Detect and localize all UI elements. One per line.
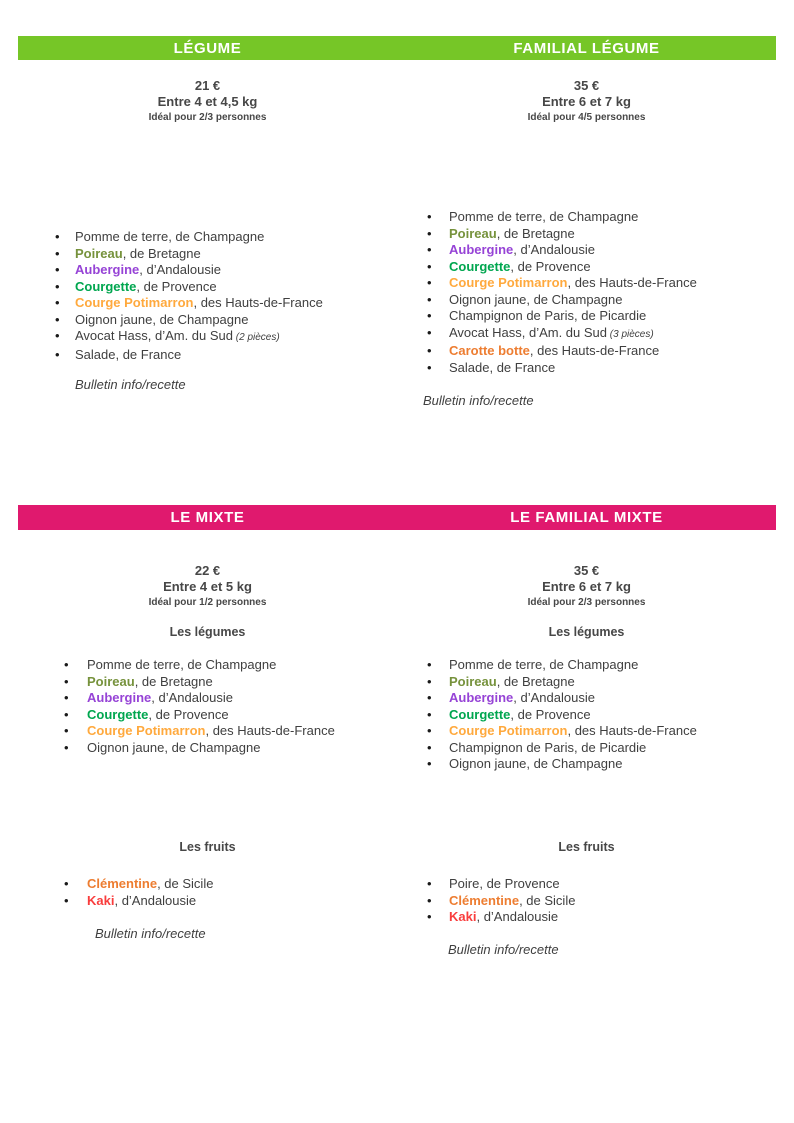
item-origin-text: , des Hauts-de-France xyxy=(567,275,697,290)
item-product-name: Aubergine xyxy=(75,262,140,277)
list-item xyxy=(55,347,323,364)
item-origin-text: , des Hauts-de-France xyxy=(205,723,335,738)
item-origin-text: Pomme de terre, de Champagne xyxy=(449,209,639,224)
mixte-fruits-list xyxy=(64,876,213,909)
legume-price-block xyxy=(18,78,397,125)
item-origin-text: , de Provence xyxy=(148,706,229,722)
familial-legume-serving: Idéal pour 4/5 personnes xyxy=(527,112,646,123)
item-origin-text: Oignon jaune, de Champagne xyxy=(75,311,249,327)
item-product-name: Poireau xyxy=(75,245,123,261)
familial-mixte-fruits-heading: Les fruits xyxy=(558,840,615,854)
list-item xyxy=(55,262,323,279)
item-origin-text: , de Bretagne xyxy=(122,245,201,261)
legume-serving: Idéal pour 2/3 personnes xyxy=(148,112,267,123)
familial-mixte-legumes-list xyxy=(427,657,697,773)
list-item xyxy=(427,707,697,724)
item-origin-text: Avocat Hass, d’Am. du Sud xyxy=(449,324,608,340)
item-origin-text: , d’Andalousie xyxy=(513,690,595,705)
item-origin-text: , d’Andalousie xyxy=(476,909,559,924)
list-item xyxy=(427,308,697,325)
item-origin-text: , d’Andalousie xyxy=(513,242,595,257)
list-item xyxy=(64,657,335,674)
list-item xyxy=(427,259,697,276)
list-item xyxy=(427,690,697,707)
item-product-name: Poireau xyxy=(449,225,497,241)
item-product-name: Courgette xyxy=(87,706,149,722)
list-item xyxy=(64,740,335,757)
list-item xyxy=(64,893,213,910)
familial-mixte-price-block xyxy=(397,563,776,610)
list-item xyxy=(427,209,697,226)
list-item xyxy=(427,275,697,292)
item-origin-text: , de Bretagne xyxy=(496,225,575,241)
list-item xyxy=(427,226,697,243)
item-product-name: Poireau xyxy=(449,673,497,689)
item-origin-text: Pomme de terre, de Champagne xyxy=(75,229,265,244)
familial-legume-items-list xyxy=(427,209,697,376)
list-item xyxy=(55,328,323,347)
item-product-name: Clémentine xyxy=(449,892,520,908)
legume-header-title: LÉGUME xyxy=(173,39,242,57)
list-item xyxy=(55,279,323,296)
item-origin-text: , de Provence xyxy=(510,258,591,274)
item-product-name: Poireau xyxy=(87,673,135,689)
mixte-header-bar xyxy=(18,505,776,530)
item-product-name: Kaki xyxy=(87,892,115,908)
mixte-price: 22 € xyxy=(194,563,221,578)
list-item xyxy=(55,246,323,263)
familial-legume-bulletin-note: Bulletin info/recette xyxy=(423,393,534,408)
legume-items-list xyxy=(55,229,323,363)
item-product-name: Aubergine xyxy=(449,690,514,705)
list-item xyxy=(427,909,575,926)
familial-mixte-serving: Idéal pour 2/3 personnes xyxy=(527,597,646,608)
list-item xyxy=(427,242,697,259)
mixte-serving: Idéal pour 1/2 personnes xyxy=(148,597,267,608)
familial-mixte-price: 35 € xyxy=(573,563,600,578)
item-product-name: Clémentine xyxy=(87,876,158,891)
familial-legume-price: 35 € xyxy=(573,78,600,93)
list-item xyxy=(427,657,697,674)
legume-header-bar xyxy=(18,36,776,60)
item-origin-text: Avocat Hass, d’Am. du Sud xyxy=(75,328,234,343)
list-item xyxy=(427,740,697,757)
item-origin-text: Oignon jaune, de Champagne xyxy=(87,739,261,755)
legume-price: 21 € xyxy=(194,78,221,93)
item-origin-text: , de Bretagne xyxy=(134,673,213,689)
mixte-header-title: LE MIXTE xyxy=(170,509,245,526)
familial-legume-price-block xyxy=(397,78,776,125)
item-origin-text: , d’Andalousie xyxy=(151,690,233,705)
item-origin-text: Champignon de Paris, de Picardie xyxy=(449,308,647,323)
item-origin-text: Salade, de France xyxy=(449,359,556,375)
item-product-name: Courge Potimarron xyxy=(75,295,194,310)
list-item xyxy=(427,674,697,691)
item-origin-text: , des Hauts-de-France xyxy=(567,723,697,738)
item-origin-text: Pomme de terre, de Champagne xyxy=(87,657,277,672)
familial-mixte-weight: Entre 6 et 7 kg xyxy=(542,579,631,594)
item-origin-text: Champignon de Paris, de Picardie xyxy=(449,739,647,755)
list-item xyxy=(55,229,323,246)
mixte-fruits-heading: Les fruits xyxy=(179,840,236,854)
list-item xyxy=(55,295,323,312)
mixte-bulletin-note: Bulletin info/recette xyxy=(95,926,206,941)
item-origin-text: , de Provence xyxy=(136,278,217,294)
item-origin-text: , d’Andalousie xyxy=(139,262,221,277)
list-item xyxy=(427,343,697,360)
item-product-name: Courge Potimarron xyxy=(449,275,568,290)
item-origin-text: , de Provence xyxy=(510,706,591,722)
item-product-name: Courge Potimarron xyxy=(87,723,206,738)
item-product-name: Aubergine xyxy=(87,690,152,705)
legume-weight: Entre 4 et 4,5 kg xyxy=(157,94,258,109)
list-item xyxy=(427,325,697,344)
familial-mixte-bulletin-note: Bulletin info/recette xyxy=(448,942,559,957)
list-item xyxy=(427,756,697,773)
item-origin-text: Oignon jaune, de Champagne xyxy=(449,291,623,307)
list-item xyxy=(64,707,335,724)
legume-bulletin-note: Bulletin info/recette xyxy=(75,377,186,392)
item-origin-text: , d’Andalousie xyxy=(114,892,197,908)
list-item xyxy=(427,876,575,893)
item-product-name: Carotte botte xyxy=(449,343,530,358)
mixte-weight: Entre 4 et 5 kg xyxy=(163,579,252,594)
item-quantity-note: (2 pièces) xyxy=(233,332,280,343)
list-item xyxy=(427,723,697,740)
list-item xyxy=(64,690,335,707)
item-origin-text: Oignon jaune, de Champagne xyxy=(449,756,623,771)
item-product-name: Courgette xyxy=(75,278,137,294)
familial-legume-weight: Entre 6 et 7 kg xyxy=(542,94,631,109)
item-origin-text: Salade, de France xyxy=(75,346,182,362)
mixte-legumes-heading: Les légumes xyxy=(169,625,246,639)
familial-legume-header-title: FAMILIAL LÉGUME xyxy=(513,39,660,57)
familial-mixte-legumes-heading: Les légumes xyxy=(548,625,625,639)
item-product-name: Aubergine xyxy=(449,242,514,257)
mixte-price-block xyxy=(18,563,397,610)
item-origin-text: , des Hauts-de-France xyxy=(529,343,660,358)
item-origin-text: Pomme de terre, de Champagne xyxy=(449,657,639,672)
mixte-legumes-list xyxy=(64,657,335,756)
item-origin-text: , de Sicile xyxy=(157,876,214,891)
list-item xyxy=(427,292,697,309)
familial-mixte-header-title: LE FAMILIAL MIXTE xyxy=(510,509,663,526)
item-product-name: Kaki xyxy=(449,909,477,924)
item-product-name: Courgette xyxy=(449,706,511,722)
list-item xyxy=(64,876,213,893)
item-origin-text: Poire, de Provence xyxy=(449,876,560,891)
list-item xyxy=(64,723,335,740)
item-product-name: Courge Potimarron xyxy=(449,723,568,738)
item-origin-text: , de Sicile xyxy=(519,892,576,908)
list-item xyxy=(55,312,323,329)
list-item xyxy=(427,893,575,910)
familial-mixte-fruits-list xyxy=(427,876,575,926)
list-item xyxy=(427,360,697,377)
item-origin-text: , de Bretagne xyxy=(496,673,575,689)
item-quantity-note: (3 pièces) xyxy=(607,328,654,340)
list-item xyxy=(64,674,335,691)
item-product-name: Courgette xyxy=(449,258,511,274)
item-origin-text: , des Hauts-de-France xyxy=(193,295,323,310)
